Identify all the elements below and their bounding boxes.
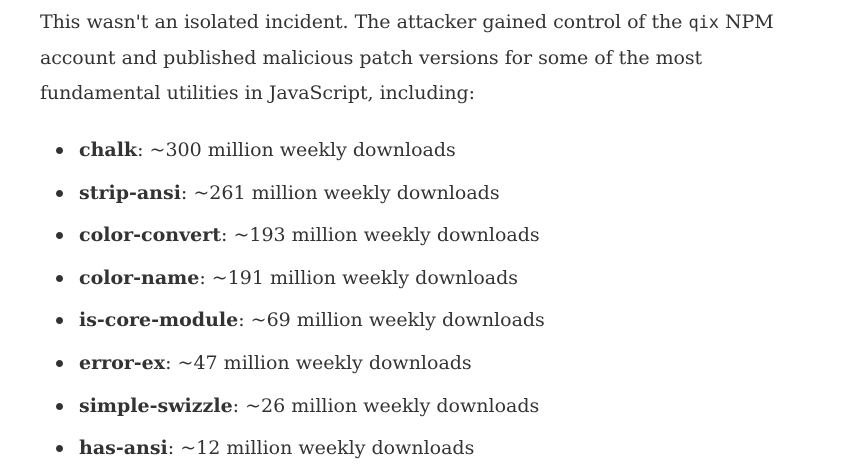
intro-text-after: NPM account and published malicious patch versions for some of the most fundamental utilities in JavaScript, including: <box>40 11 774 104</box>
package-name: color-convert <box>79 224 221 247</box>
list-item <box>56 385 810 428</box>
list-item <box>56 299 810 342</box>
list-item <box>56 342 810 385</box>
bullet-icon <box>56 232 63 239</box>
package-name: has-ansi <box>79 437 168 460</box>
inline-code-account: qix <box>688 13 719 33</box>
package-name: strip-ansi <box>79 181 181 204</box>
package-downloads: : ~191 million weekly downloads <box>199 266 519 289</box>
package-downloads: : ~26 million weekly downloads <box>232 394 540 417</box>
package-downloads: : ~193 million weekly downloads <box>221 224 540 247</box>
package-name: is-core-module <box>79 309 239 332</box>
bullet-icon <box>56 317 63 324</box>
package-name: color-name <box>79 266 200 289</box>
package-downloads: : ~47 million weekly downloads <box>165 351 472 374</box>
package-name: chalk <box>79 139 138 161</box>
bullet-icon <box>56 190 63 197</box>
package-list <box>40 129 810 470</box>
package-downloads: : ~261 million weekly downloads <box>180 181 500 204</box>
package-downloads: : ~69 million weekly downloads <box>238 309 545 332</box>
package-name: error-ex <box>79 351 166 374</box>
list-item <box>56 214 810 257</box>
list-item <box>56 427 810 470</box>
list-item <box>56 129 810 172</box>
intro-paragraph <box>40 5 810 111</box>
bullet-icon <box>56 275 63 282</box>
bullet-icon <box>56 360 63 367</box>
bullet-icon <box>56 147 63 154</box>
list-item <box>56 257 810 300</box>
bullet-icon <box>56 445 63 452</box>
list-item <box>56 172 810 215</box>
package-downloads: : ~300 million weekly downloads <box>137 139 456 161</box>
intro-text-before: This wasn't an isolated incident. The attacker gained control of the <box>40 11 689 33</box>
package-downloads: : ~12 million weekly downloads <box>167 437 475 460</box>
package-name: simple-swizzle <box>79 394 233 417</box>
bullet-icon <box>56 403 63 410</box>
